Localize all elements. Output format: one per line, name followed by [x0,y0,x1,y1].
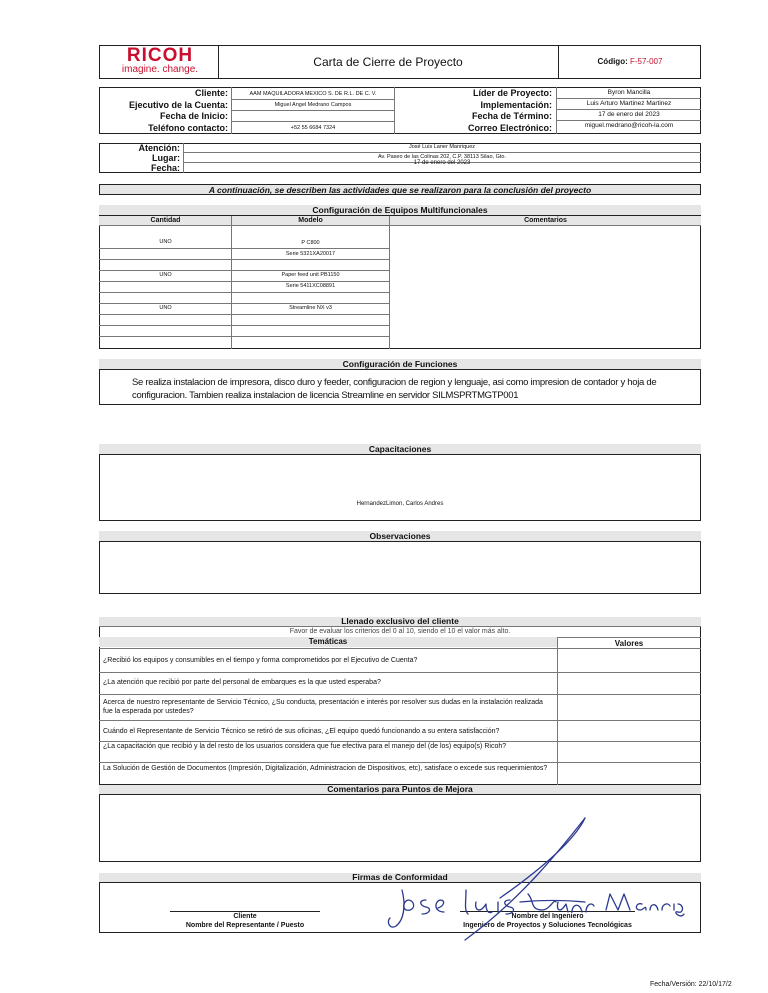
fecha-value: 17 de enero del 2023 [413,160,471,166]
equipo-modelo: Streamline NX v3 [289,305,332,311]
codigo: Código: F-57-007 [597,57,663,66]
atencion-label: Atención: [138,143,180,153]
eval-question: ¿Recibió los equipos y consumibles en el tiempo y forma comprometidos por el Ejecutivo de Cuenta? [103,657,418,664]
col-valores: Valores [614,639,644,648]
equipo-modelo: Paper feed unit PB1150 [281,272,340,278]
valor-field[interactable] [558,649,700,671]
eval-question: Cuándo el Representante de Servicio Técnico se retiró de sus oficinas, ¿El equipo quedó funcionando a su entera satisfacción? [103,728,500,735]
intro-bar: A continuación, se describen las actividades que se realizaron para la conclusión del proyecto [99,184,701,195]
firma-cliente-sub: Nombre del Representante / Puesto [185,922,305,929]
equipo-cantidad: UNO [159,305,172,311]
col-cantidad: Cantidad [150,217,181,224]
lider-value: Byron Mancilla [607,89,651,96]
equipo-cantidad: UNO [159,239,172,245]
eval-question: ¿La capacitación que recibió y la del resto de los usuarios considera que fue efectiva para el manejo del (de los) equipo(s) Ricoh? [103,743,507,750]
ricoh-tagline: imagine. change. [121,64,199,75]
document-title: Carta de Cierre de Proyecto [313,55,463,69]
telefono-label: Teléfono contacto: [148,122,228,133]
capacitaciones-text: HernandezLimon, Carlos Andres [356,501,444,507]
equipo-modelo: P C800 [301,240,320,246]
correo-label: Correo Electrónico: [467,122,552,133]
eval-question: ¿La atención que recibió por parte del personal de embarques es la que usted esperaba? [103,679,381,686]
ejecutivo-value: Miguel Angel Medrano Campos [274,102,352,108]
equipo-cantidad: UNO [159,272,172,278]
ricoh-logo: RICOH [126,45,194,66]
evaluation-title: Llenado exclusivo del cliente [99,617,701,627]
telefono-value: +52 55 6684 7324 [290,125,336,131]
fecha-label: Fecha: [150,163,180,173]
valor-field[interactable] [558,763,700,784]
equipo-serie: Serie 5321XA20017 [285,251,336,257]
col-tematicas: Temáticas [99,637,557,647]
ejecutivo-label: Ejecutivo de la Cuenta: [128,99,228,110]
mejora-title: Comentarios para Puntos de Mejora [99,785,701,795]
firma-cliente-label: Cliente [233,913,257,920]
footer-version: Fecha/Versión: 22/10/17/2 [650,981,732,988]
lider-label: Líder de Proyecto: [472,88,552,98]
implementacion-value: Luis Arturo Martinez Martinez [586,100,672,107]
fecha-termino-value: 17 de enero del 2023 [598,111,660,118]
lugar-label: Lugar: [152,153,180,163]
correo-value: miguel.medrano@ricoh-la.com [584,122,674,129]
funciones-text: Se realiza instalacion de impresora, disco duro y feeder, configuracion de region y lenguaje, asi como impresion de contador y hoja de configuracion. Tambien realiza instalacion de licencia Streamline en servidor SILMSPRTMGTP001 [132,377,657,401]
lugar-value: Av. Paseo de las Colinas 202, C.P. 38113 Silao, Gto. [377,154,506,160]
firma-ingeniero-sub: Ingeniero de Proyectos y Soluciones Tecnológicas [463,922,632,929]
implementacion-label: Implementación: [480,99,552,110]
eval-question: La Solución de Gestión de Documentos (Impresión, Digitalización, Administracion de Dispositivos, etc), satisface o excede sus requerimientos? [103,765,548,772]
cliente-label: Cliente: [194,88,228,98]
fecha-inicio-label: Fecha de Inicio: [159,111,228,121]
equipo-serie: Serie 5411XC08891 [285,283,336,289]
cliente-value: AAM MAQUILADORA MEXICO S. DE R.L. DE C. V. [249,91,377,97]
eval-question: Acerca de nuestro representante de Servicio Técnico, ¿Su conducta, presentación e interés por resolver sus dudas en la instalación realizada fue la esperada por ustedes? [103,699,543,715]
capacitaciones-title: Capacitaciones [99,444,701,455]
funciones-title: Configuración de Funciones [99,359,701,370]
valor-field[interactable] [558,742,700,761]
observaciones-title: Observaciones [99,531,701,542]
valor-field[interactable] [558,721,700,740]
capacitaciones-box [99,444,701,521]
evaluation-subtitle: Favor de evaluar los criterios del 0 al 10, siendo el 10 el valor más alto. [289,628,511,635]
firmas-title: Firmas de Conformidad [99,873,701,883]
atencion-value: José Luis Laner Manriquez [408,144,476,150]
valor-field[interactable] [558,673,700,693]
fecha-termino-label: Fecha de Término: [471,111,552,121]
col-modelo: Modelo [298,217,323,224]
col-comentarios: Comentarios [524,217,567,224]
valor-field[interactable] [558,695,700,719]
equipos-title: Configuración de Equipos Multifuncionales [99,205,701,216]
signature-drawing [380,810,690,950]
firma-ingeniero-label: Nombre del Ingeniero [511,913,584,920]
